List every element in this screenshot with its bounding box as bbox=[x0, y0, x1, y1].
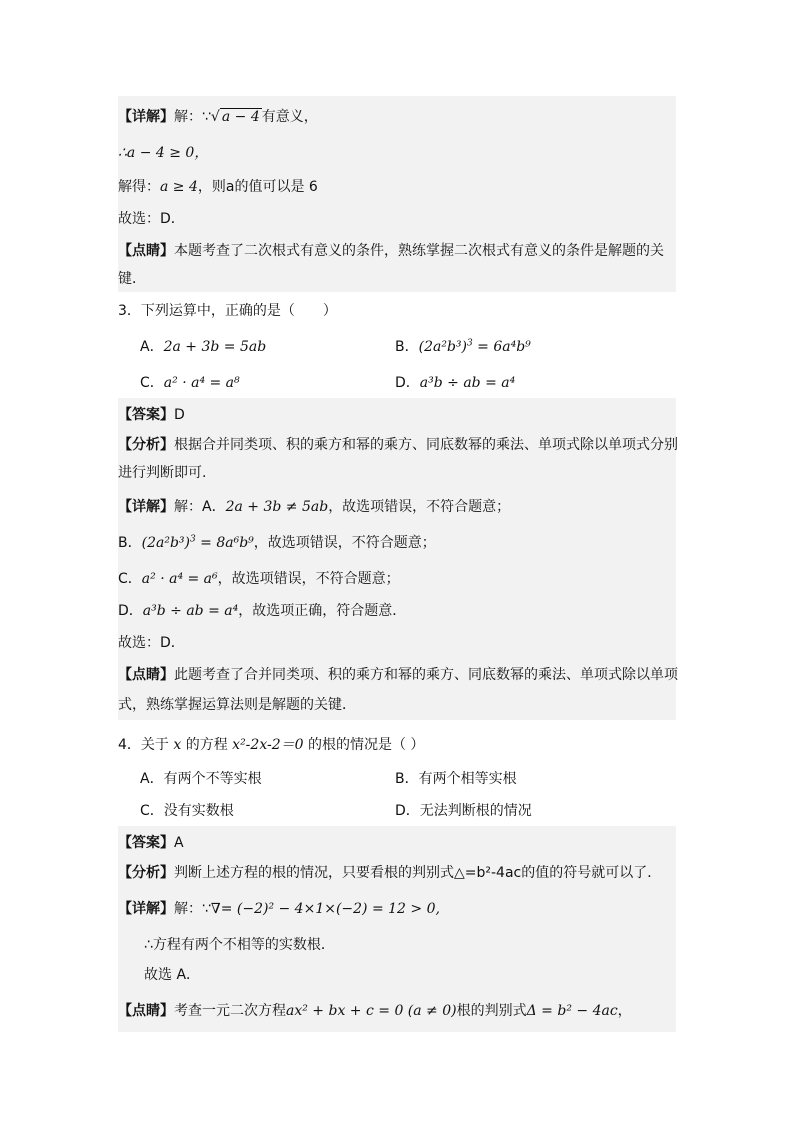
q3-choose: 故选：D． bbox=[118, 635, 185, 651]
q3-option-b: B．$(2a^2b^3)^3 = 6a^4b^9$ bbox=[395, 338, 531, 355]
q4-option-d: D．无法判断根的情况 bbox=[395, 803, 532, 819]
q3-analysis-line: 【分析】根据合并同类项、积的乘方和幂的乘方、同底数幂的乘法、单项式除以单项式分别 bbox=[118, 437, 678, 453]
inequality-line: ∴a − 4 ≥ 0， bbox=[118, 145, 209, 161]
q3-detail-d: D．a³b ÷ ab = a⁴，故选项正确，符合题意． bbox=[118, 603, 407, 619]
q4-detail-line: 【详解】解：∵∇= (−2)² − 4×1×(−2) = 12 > 0, bbox=[118, 901, 440, 917]
note-line-cont: 键． bbox=[118, 271, 146, 287]
q3-option-c: C．a² · a⁴ = a⁸ bbox=[140, 375, 240, 391]
q3-detail-c: C．a² · a⁴ = a⁶，故选项错误，不符合题意； bbox=[118, 571, 400, 587]
q4-option-a: A．有两个不等实根 bbox=[140, 771, 262, 787]
q3-note-cont: 式，熟练掌握运算法则是解题的关键． bbox=[118, 697, 356, 713]
q3-detail-b: B．$(2a^2b^3)^3 = 8a^6b^9$，故选项错误，不符合题意； bbox=[118, 534, 436, 551]
q3-option-d: D．a³b ÷ ab = a⁴ bbox=[395, 375, 516, 391]
sqrt-expression: √ a − 4 bbox=[210, 109, 260, 125]
choose-line: 故选：D． bbox=[118, 211, 185, 227]
q3-analysis-line-cont: 进行判断即可. bbox=[118, 465, 207, 481]
q4-option-b: B．有两个相等实根 bbox=[395, 771, 517, 787]
q4-answer-line: 【答案】A bbox=[118, 835, 184, 851]
q3-detail-a: 【详解】解：A．2a + 3b ≠ 5ab，故选项错误，不符合题意； bbox=[118, 499, 511, 515]
question-4-stem: 4．关于 x 的方程 x²-2x-2＝0 的根的情况是（ ） bbox=[118, 737, 425, 753]
q4-analysis-line: 【分析】判断上述方程的根的情况，只要看根的判别式△=b²-4ac的值的符号就可以了． bbox=[118, 865, 662, 881]
q3-note: 【点睛】此题考查了合并同类项、积的乘方和幂的乘方、同底数幂的乘法、单项式除以单项 bbox=[118, 667, 678, 683]
q4-detail-line-2: ∴方程有两个不相等的实数根． bbox=[144, 937, 335, 953]
note-line: 【点睛】本题考查了二次根式有意义的条件，熟练掌握二次根式有意义的条件是解题的关 bbox=[118, 243, 664, 259]
detail-line: 【详解】解：∵√ a − 4 有意义， bbox=[118, 109, 318, 125]
q4-option-c: C．没有实数根 bbox=[140, 803, 234, 819]
solution-line: 解得：a ≥ 4，则a的值可以是 6 bbox=[118, 179, 318, 195]
q4-detail-line-3: 故选 A． bbox=[144, 967, 201, 983]
detail-tag: 【详解】 bbox=[118, 109, 174, 125]
q3-option-a: A．2a + 3b = 5ab bbox=[140, 339, 267, 355]
question-3-stem: 3．下列运算中，正确的是（ ） bbox=[118, 303, 337, 319]
q3-answer-line: 【答案】D bbox=[118, 407, 185, 423]
q4-note-line: 【点睛】考查一元二次方程ax² + bx + c = 0 (a ≠ 0)根的判别式Δ = b² − 4ac， bbox=[118, 1003, 632, 1019]
